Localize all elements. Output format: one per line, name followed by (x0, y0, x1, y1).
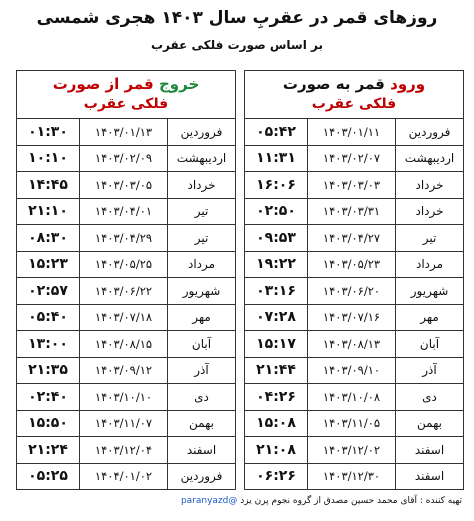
month-cell: خرداد (167, 172, 235, 198)
date-cell: ۱۴۰۳/۰۹/۱۲ (79, 358, 167, 384)
time-cell: ۱۰:۱۰ (28, 150, 68, 167)
time-cell: ۱۴:۴۵ (28, 176, 68, 193)
table-row (17, 278, 235, 305)
table-row (245, 225, 463, 252)
time-cell: ۰۶:۲۶ (256, 468, 296, 485)
table-row (17, 119, 235, 146)
time-cell: ۲۱:۱۰ (28, 203, 68, 220)
date-cell: ۱۴۰۳/۰۶/۲۰ (307, 278, 395, 304)
time-cell: ۱۶:۰۶ (256, 176, 296, 193)
month-cell: آذر (395, 358, 463, 384)
table-row (17, 252, 235, 279)
page-subtitle: بر اساس صورت فلکی عقرب (151, 38, 323, 52)
entry-heading-keyword: ورود (390, 75, 426, 93)
month-cell: تیر (395, 225, 463, 251)
month-cell: مرداد (167, 252, 235, 278)
date-cell: ۱۴۰۳/۰۶/۲۲ (79, 278, 167, 304)
table-row (245, 278, 463, 305)
month-cell: اردیبهشت (167, 146, 235, 172)
date-cell: ۱۴۰۳/۰۱/۱۱ (307, 119, 395, 145)
table-row (17, 146, 235, 173)
date-cell: ۱۴۰۳/۰۵/۲۳ (307, 252, 395, 278)
date-cell: ۱۴۰۳/۱۱/۰۵ (307, 411, 395, 437)
date-cell: ۱۴۰۳/۱۰/۰۸ (307, 384, 395, 410)
month-cell: دی (167, 384, 235, 410)
exit-table-header (17, 71, 235, 119)
table-row (245, 119, 463, 146)
month-cell: مهر (395, 305, 463, 331)
table-row (245, 331, 463, 358)
date-cell: ۱۴۰۴/۰۱/۰۲ (79, 464, 167, 490)
table-row (245, 384, 463, 411)
month-cell: شهریور (167, 278, 235, 304)
time-cell: ۱۵:۲۳ (28, 256, 68, 273)
date-cell: ۱۴۰۳/۰۳/۰۳ (307, 172, 395, 198)
date-cell: ۱۴۰۳/۰۸/۱۵ (79, 331, 167, 357)
table-row (245, 199, 463, 226)
date-cell: ۱۴۰۳/۰۱/۱۳ (79, 119, 167, 145)
entry-table (244, 70, 464, 490)
month-cell: بهمن (167, 411, 235, 437)
time-cell: ۱۵:۵۰ (28, 415, 68, 432)
table-row (17, 358, 235, 385)
time-cell: ۰۲:۵۰ (256, 203, 296, 220)
table-row (17, 331, 235, 358)
date-cell: ۱۴۰۳/۱۲/۳۰ (307, 464, 395, 490)
entry-table-header (245, 71, 463, 119)
date-cell: ۱۴۰۳/۰۷/۱۸ (79, 305, 167, 331)
entry-rows (245, 119, 463, 489)
time-cell: ۱۵:۰۸ (256, 415, 296, 432)
exit-rows (17, 119, 235, 489)
entry-heading-line2: فلکی عقرب (311, 96, 397, 112)
month-cell: خرداد (395, 199, 463, 225)
social-handle: @paranyazd (180, 496, 238, 506)
table-row (245, 172, 463, 199)
month-cell: تیر (167, 225, 235, 251)
month-cell: خرداد (395, 172, 463, 198)
exit-table (16, 70, 236, 490)
month-cell: اسفند (167, 437, 235, 463)
table-row (17, 225, 235, 252)
time-cell: ۰۹:۵۳ (256, 229, 296, 246)
table-row (245, 464, 463, 490)
table-row (245, 411, 463, 438)
time-cell: ۰۵:۲۵ (28, 468, 68, 485)
time-cell: ۰۳:۱۶ (256, 282, 296, 299)
credit-text: تهیه کننده : آقای محمد حسین مصدق از گروه نجوم پرن یزد (240, 496, 462, 506)
table-row (17, 305, 235, 332)
time-cell: ۲۱:۲۴ (28, 441, 68, 458)
date-cell: ۱۴۰۳/۰۲/۰۹ (79, 146, 167, 172)
table-row (17, 199, 235, 226)
month-cell: مهر (167, 305, 235, 331)
month-cell: بهمن (395, 411, 463, 437)
time-cell: ۰۱:۳۰ (28, 123, 68, 140)
date-cell: ۱۴۰۳/۰۳/۳۱ (307, 199, 395, 225)
month-cell: فروردین (167, 464, 235, 490)
month-cell: اردیبهشت (395, 146, 463, 172)
month-cell: فروردین (395, 119, 463, 145)
page-title: روزهای قمر در عقربِ سال ۱۴۰۳ هجری شمسی (36, 8, 438, 28)
exit-heading-keyword: خروج (159, 75, 200, 93)
date-cell: ۱۴۰۳/۰۵/۲۵ (79, 252, 167, 278)
month-cell: فروردین (167, 119, 235, 145)
exit-heading-text: قمر از صورت (52, 75, 154, 93)
month-cell: آبان (395, 331, 463, 357)
table-row (17, 437, 235, 464)
month-cell: آبان (167, 331, 235, 357)
month-cell: اسفند (395, 437, 463, 463)
exit-heading-line2: فلکی عقرب (83, 96, 169, 112)
time-cell: ۱۹:۲۲ (256, 256, 296, 273)
date-cell: ۱۴۰۳/۰۸/۱۳ (307, 331, 395, 357)
date-cell: ۱۴۰۳/۰۴/۰۱ (79, 199, 167, 225)
date-cell: ۱۴۰۳/۰۷/۱۶ (307, 305, 395, 331)
date-cell: ۱۴۰۳/۱۲/۰۴ (79, 437, 167, 463)
table-row (245, 358, 463, 385)
footer-credit (12, 496, 462, 506)
table-row (17, 172, 235, 199)
table-row (245, 146, 463, 173)
time-cell: ۰۲:۴۰ (28, 388, 68, 405)
table-row (245, 305, 463, 332)
month-cell: شهریور (395, 278, 463, 304)
date-cell: ۱۴۰۳/۰۲/۰۷ (307, 146, 395, 172)
month-cell: تیر (167, 199, 235, 225)
time-cell: ۰۷:۲۸ (256, 309, 296, 326)
time-cell: ۱۳:۰۰ (28, 335, 68, 352)
date-cell: ۱۴۰۳/۰۴/۲۷ (307, 225, 395, 251)
table-row (17, 384, 235, 411)
entry-heading-text: قمر به صورت (282, 75, 385, 93)
date-cell: ۱۴۰۳/۱۰/۱۰ (79, 384, 167, 410)
time-cell: ۱۵:۱۷ (256, 335, 296, 352)
month-cell: اسفند (395, 464, 463, 490)
date-cell: ۱۴۰۳/۱۱/۰۷ (79, 411, 167, 437)
date-cell: ۱۴۰۳/۱۲/۰۲ (307, 437, 395, 463)
date-cell: ۱۴۰۳/۰۴/۲۹ (79, 225, 167, 251)
time-cell: ۲۱:۴۴ (256, 362, 296, 379)
time-cell: ۲۱:۰۸ (256, 441, 296, 458)
table-row (245, 252, 463, 279)
time-cell: ۰۵:۴۰ (28, 309, 68, 326)
time-cell: ۰۵:۴۲ (256, 123, 296, 140)
date-cell: ۱۴۰۳/۰۳/۰۵ (79, 172, 167, 198)
time-cell: ۱۱:۳۱ (256, 150, 296, 167)
month-cell: مرداد (395, 252, 463, 278)
time-cell: ۰۲:۵۷ (28, 282, 68, 299)
month-cell: دی (395, 384, 463, 410)
time-cell: ۰۴:۲۶ (256, 388, 296, 405)
date-cell: ۱۴۰۳/۰۹/۱۰ (307, 358, 395, 384)
month-cell: آذر (167, 358, 235, 384)
time-cell: ۰۸:۳۰ (28, 229, 68, 246)
table-row (17, 411, 235, 438)
time-cell: ۲۱:۳۵ (28, 362, 68, 379)
table-row (17, 464, 235, 490)
table-row (245, 437, 463, 464)
